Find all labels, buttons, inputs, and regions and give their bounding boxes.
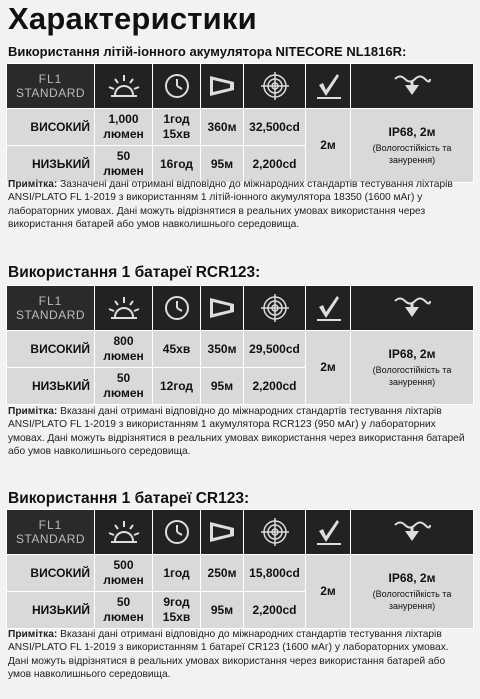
runtime-value: 45хв bbox=[162, 341, 191, 356]
intensity-value: 2,200cd bbox=[244, 146, 306, 183]
header-row bbox=[7, 510, 474, 555]
output-cell bbox=[95, 146, 153, 183]
fl1-standard-logo bbox=[7, 510, 95, 555]
brightness-icon bbox=[95, 286, 153, 331]
water-resistance-icon bbox=[351, 286, 474, 331]
note-text bbox=[8, 178, 470, 232]
intensity-target-icon bbox=[244, 286, 306, 331]
distance-value: 250м bbox=[201, 555, 244, 592]
fl1-label: FL1 bbox=[38, 517, 63, 532]
intensity-value: 29,500cd bbox=[244, 331, 306, 368]
runtime-cell bbox=[153, 146, 201, 183]
distance-value: 95м bbox=[201, 592, 244, 629]
output-value: 1,000 bbox=[108, 112, 139, 126]
ip-rating: IP68, 2м bbox=[388, 125, 436, 139]
impact-resistance-icon bbox=[306, 286, 351, 331]
fl1-label: FL1 bbox=[38, 293, 63, 308]
fl1-standard-logo bbox=[7, 286, 95, 331]
standard-label: STANDARD bbox=[15, 531, 86, 546]
output-cell bbox=[95, 368, 153, 405]
runtime-cell bbox=[153, 555, 201, 592]
intensity-target-icon bbox=[244, 510, 306, 555]
output-unit: люмен bbox=[103, 164, 144, 178]
impact-value: 2м bbox=[306, 555, 351, 629]
section-title: Використання літій-іонного акумулятора NITECORE NL1816R: bbox=[8, 44, 407, 59]
distance-value: 350м bbox=[201, 331, 244, 368]
output-cell bbox=[95, 109, 153, 146]
ip-note: (Вологостійкість та занурення) bbox=[372, 365, 452, 387]
mode-label: ВИСОКИЙ bbox=[7, 109, 95, 146]
note-label: Примітка: bbox=[8, 179, 58, 190]
runtime-value-2: 15хв bbox=[162, 127, 191, 141]
note-label: Примітка: bbox=[8, 629, 58, 640]
beam-distance-icon bbox=[201, 64, 244, 109]
fl1-label: FL1 bbox=[38, 71, 63, 86]
output-unit: люмен bbox=[103, 573, 144, 587]
distance-value: 95м bbox=[201, 146, 244, 183]
mode-label: ВИСОКИЙ bbox=[7, 331, 95, 368]
impact-resistance-icon bbox=[306, 64, 351, 109]
spec-table bbox=[6, 509, 474, 629]
runtime-value-2: 15хв bbox=[162, 610, 191, 624]
spec-table bbox=[6, 285, 474, 405]
runtime-value: 16год bbox=[160, 156, 193, 171]
output-value: 50 bbox=[116, 371, 131, 385]
runtime-cell bbox=[153, 592, 201, 629]
ip-rating: IP68, 2м bbox=[388, 571, 436, 585]
impact-resistance-icon bbox=[306, 510, 351, 555]
runtime-cell bbox=[153, 368, 201, 405]
mode-label: НИЗЬКИЙ bbox=[7, 592, 95, 629]
note-text bbox=[8, 628, 470, 682]
page-title: Характеристики bbox=[8, 1, 257, 36]
note-body: Вказані дані отримані відповідно до міжнародних стандартів тестування ліхтарів ANSI/PLATO FL 1-2019 з використанням 1 батареї CR123 (1600 мАг) у лабораторних умовах. Дані можуть відрізнятися в реальних умовах використання через використання батарей або умов навколишнього середовища. bbox=[8, 629, 449, 681]
mode-label: НИЗЬКИЙ bbox=[7, 146, 95, 183]
fl1-standard-logo bbox=[7, 64, 95, 109]
section-title: Використання 1 батареї RCR123: bbox=[8, 264, 261, 281]
ip-rating: IP68, 2м bbox=[388, 347, 436, 361]
ip-note: (Вологостійкість та занурення) bbox=[372, 589, 452, 611]
runtime-clock-icon bbox=[153, 286, 201, 331]
output-value: 500 bbox=[113, 558, 134, 572]
runtime-cell bbox=[153, 109, 201, 146]
section-title: Використання 1 батареї CR123: bbox=[8, 490, 250, 507]
output-unit: люмен bbox=[103, 127, 144, 141]
output-cell bbox=[95, 331, 153, 368]
intensity-value: 15,800cd bbox=[244, 555, 306, 592]
mode-label: НИЗЬКИЙ bbox=[7, 368, 95, 405]
note-body: Вказані дані отримані відповідно до міжнародних стандартів тестування ліхтарів ANSI/PLATO FL 1-2019 з використанням 1 акумулятора RCR123 (950 мАг) у лабораторних умовах. Дані можуть відрізнятися в реальних умовах використання через використання батарей або умов навколишнього середовища. bbox=[8, 406, 465, 458]
note-body: Зазначені дані отримані відповідно до міжнародних стандартів тестування ліхтарів ANSI/PLATO FL 1-2019 з використанням 1 літій-іонного акумулятора 18350 (1600 мАг) у лабораторних умовах. Дані можуть відрізнятися в реальних умовах використання через використання батарей або умов навколишнього середовища. bbox=[8, 179, 453, 231]
runtime-value: 9год bbox=[163, 595, 190, 609]
output-value: 50 bbox=[116, 595, 131, 609]
note-text bbox=[8, 405, 470, 459]
beam-distance-icon bbox=[201, 286, 244, 331]
ip-rating-cell bbox=[351, 331, 474, 405]
note-label: Примітка: bbox=[8, 406, 58, 417]
ip-rating-cell bbox=[351, 109, 474, 183]
output-cell bbox=[95, 555, 153, 592]
intensity-target-icon bbox=[244, 64, 306, 109]
impact-value: 2м bbox=[306, 109, 351, 183]
runtime-cell bbox=[153, 331, 201, 368]
output-value: 50 bbox=[116, 149, 131, 163]
brightness-icon bbox=[95, 64, 153, 109]
water-resistance-icon bbox=[351, 510, 474, 555]
runtime-value: 12год bbox=[160, 378, 193, 393]
water-resistance-icon bbox=[351, 64, 474, 109]
table-row-high bbox=[7, 331, 474, 368]
table-row-high bbox=[7, 555, 474, 592]
output-value: 800 bbox=[113, 334, 134, 348]
table-row-high bbox=[7, 109, 474, 146]
beam-distance-icon bbox=[201, 510, 244, 555]
runtime-value: 1год bbox=[163, 112, 190, 126]
standard-label: STANDARD bbox=[15, 85, 86, 100]
intensity-value: 2,200cd bbox=[244, 368, 306, 405]
output-cell bbox=[95, 592, 153, 629]
standard-label: STANDARD bbox=[15, 307, 86, 322]
header-row bbox=[7, 286, 474, 331]
intensity-value: 32,500cd bbox=[244, 109, 306, 146]
output-unit: люмен bbox=[103, 349, 144, 363]
distance-value: 95м bbox=[201, 368, 244, 405]
brightness-icon bbox=[95, 510, 153, 555]
impact-value: 2м bbox=[306, 331, 351, 405]
intensity-value: 2,200cd bbox=[244, 592, 306, 629]
spec-table bbox=[6, 63, 474, 183]
distance-value: 360м bbox=[201, 109, 244, 146]
output-unit: люмен bbox=[103, 610, 144, 624]
runtime-clock-icon bbox=[153, 510, 201, 555]
header-row bbox=[7, 64, 474, 109]
mode-label: ВИСОКИЙ bbox=[7, 555, 95, 592]
ip-note: (Вологостійкість та занурення) bbox=[372, 143, 452, 165]
output-unit: люмен bbox=[103, 386, 144, 400]
runtime-clock-icon bbox=[153, 64, 201, 109]
ip-rating-cell bbox=[351, 555, 474, 629]
runtime-value: 1год bbox=[163, 565, 190, 580]
